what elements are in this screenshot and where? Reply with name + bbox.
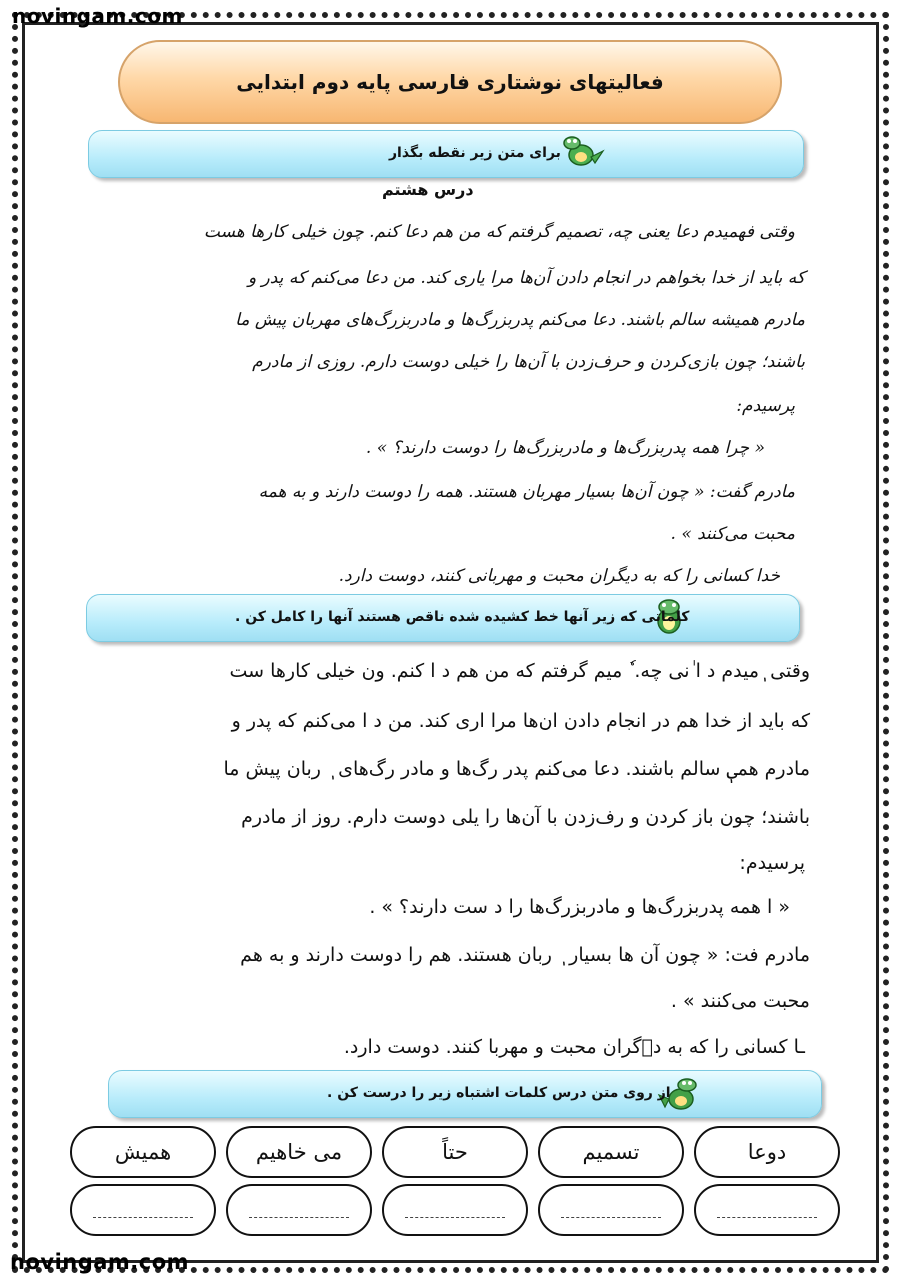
wrong-words-row (70, 1126, 840, 1178)
s2-line-8: محبت می‌کنند » . (670, 990, 810, 1012)
lesson-title: درس هشتم (382, 180, 474, 199)
answer-blank (249, 1203, 349, 1218)
s2-line-4: باشند؛ چون باز کردن و رف‌زدن با آن‌ها را یلی دوست دارم. روز از مادرم (241, 806, 810, 828)
s2-line-7: مادرم فت: « چون آن ها بسیار ٖ ربان هستند. هم را دوست دارند و به هم (240, 944, 810, 966)
s1-line-3: مادرم همیشه سالم باشند. دعا می‌کنم پدربزرگ‌ها و مادربزرگ‌های مهربان پیش ما (235, 310, 805, 330)
section3-instruction: از روی متن درس کلمات اشتباه زیر را درست کن . (327, 1085, 671, 1101)
section1-instruction: برای متن زیر نقطه بگذار (389, 145, 561, 161)
s2-line-5: پرسیدم: (739, 852, 805, 874)
word-cell-3: حتاً (382, 1126, 528, 1178)
word-cell-1: دوعا (694, 1126, 840, 1178)
worksheet-title: فعالیتهای نوشتاری فارسی پایه دوم ابتدایی (236, 70, 664, 94)
word-cell-5: همیش (70, 1126, 216, 1178)
section1-banner (88, 130, 804, 178)
crocodile-icon (559, 133, 605, 173)
s2-line-2: که باید از خدا هم در انجام دادن ان‌ها مرا اری کند. من د ا می‌کنم که پدر و (231, 710, 810, 732)
answer-cell-4[interactable] (226, 1184, 372, 1236)
answer-row (70, 1184, 840, 1236)
worksheet-title-banner (118, 40, 782, 124)
word-cell-2: تسمیم (538, 1126, 684, 1178)
s2-line-9: ـا کسانی را که به دٖگران محبت و مهربا کنند. دوست دارد. (343, 1036, 805, 1058)
word-cell-4: می خاهیم (226, 1126, 372, 1178)
answer-cell-2[interactable] (538, 1184, 684, 1236)
s1-line-8: محبت می‌کنند » . (670, 524, 795, 544)
s1-line-6: « چرا همه پدربزرگ‌ها و مادربزرگ‌ها را دوست دارند؟ » . (365, 438, 765, 458)
answer-cell-5[interactable] (70, 1184, 216, 1236)
section3-banner (108, 1070, 822, 1118)
s1-line-2: که باید از خدا بخواهم در انجام دادن آن‌ها مرا یاری کند. من دعا می‌کنم که پدر و (247, 268, 805, 288)
answer-blank (561, 1203, 661, 1218)
s2-line-6: « ا همه پدربزرگ‌ها و مادربزرگ‌ها را د ست دارند؟ » . (369, 896, 790, 918)
answer-cell-3[interactable] (382, 1184, 528, 1236)
answer-blank (405, 1203, 505, 1218)
answer-cell-1[interactable] (694, 1184, 840, 1236)
s1-line-5: پرسیدم: (736, 396, 795, 416)
answer-blank (93, 1203, 193, 1218)
section2-instruction: کلماتی که زیر آنها خط کشیده شده ناقص هستند آنها را کامل کن . (235, 609, 690, 625)
watermark-top: novingam.com (12, 4, 183, 28)
watermark-bottom: novingam.com (10, 1250, 190, 1274)
s1-line-4: باشند؛ چون بازی‌کردن و حرف‌زدن با آن‌ها را خیلی دوست دارم. روزی از مادرم (252, 352, 805, 372)
s2-line-3: مادرم همیٖ سالم باشند. دعا می‌کنم پدر رگ‌ها و مادر رگ‌های ٖ ربان پیش ما (223, 758, 810, 780)
section2-banner (86, 594, 800, 642)
s1-line-1: وقتی فهمیدم دعا یعنی چه، تصمیم گرفتم که من هم دعا کنم. چون خیلی کارها هست (203, 222, 795, 242)
s2-line-1: وقتی ٖمیدم د ا ٰنی چه. ٗ میم گرفتم که من هم د ا کنم. ون خیلی کارها ست (229, 660, 810, 682)
answer-blank (717, 1203, 817, 1218)
s1-line-7: مادرم گفت: « چون آن‌ها بسیار مهربان هستند. همه را دوست دارند و به همه (258, 482, 795, 502)
s1-line-9: خدا کسانی را که به دیگران محبت و مهربانی کنند، دوست دارد. (338, 566, 780, 586)
